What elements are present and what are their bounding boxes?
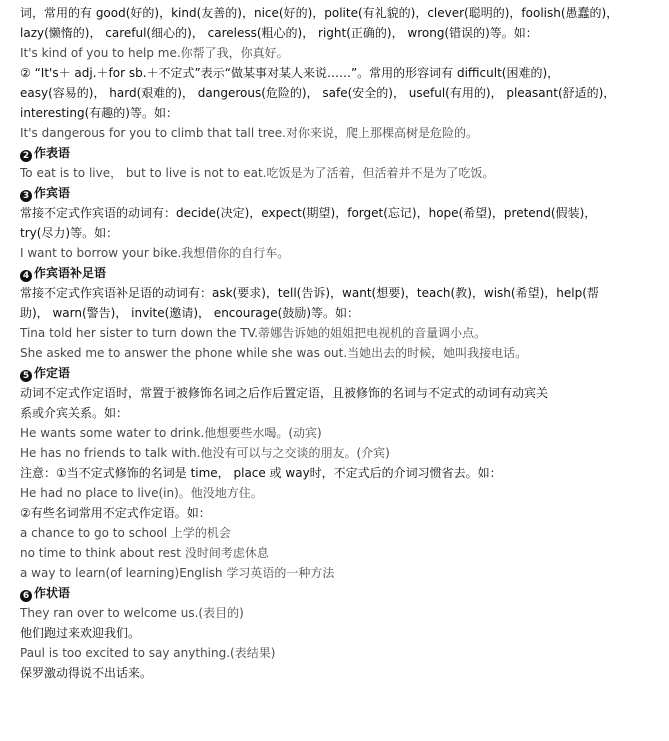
- line-text: She asked me to answer the phone while she was out.当她出去的时候，她叫我接电话。: [20, 346, 528, 360]
- example-sentence: [20, 123, 649, 143]
- example-sentence: [20, 543, 649, 563]
- line-text: He has no friends to talk with.他没有可以与之交谈的朋友。(介宾): [20, 446, 390, 460]
- text-line: [20, 283, 649, 303]
- text-line: [20, 303, 649, 323]
- example-sentence: [20, 643, 649, 663]
- line-text: 注意：①当不定式修饰的名词是 time， place 或 way时，不定式后的介词习惯省去。如：: [20, 466, 502, 480]
- line-text: ②有些名词常用不定式作定语。如：: [20, 506, 211, 520]
- example-sentence: [20, 43, 649, 63]
- line-text: 作表语: [34, 146, 71, 160]
- example-sentence: [20, 423, 649, 443]
- example-sentence: [20, 163, 649, 183]
- section-number-badge: 5: [20, 370, 32, 382]
- line-text: 作宾语: [34, 186, 71, 200]
- line-text: 动词不定式作定语时，常置于被修饰名词之后作后置定语，且被修饰的名词与不定式的动词有动宾关: [20, 386, 549, 400]
- text-line: [20, 383, 649, 403]
- line-text: try(尽力)等。如：: [20, 226, 119, 240]
- text-line: [20, 463, 649, 483]
- text-line: [20, 103, 649, 123]
- text-line: [20, 503, 649, 523]
- text-line: [20, 3, 649, 23]
- example-sentence: [20, 323, 649, 343]
- line-text: 保罗激动得说不出话来。: [20, 666, 153, 680]
- line-text: ② “It's＋ adj.＋for sb.＋不定式”表示“做某事对某人来说……”。常用的形容词有 difficult(困难的)，: [20, 66, 560, 80]
- line-text: lazy(懒惰的)， careful(细心的)， careless(粗心的)， right(正确的)， wrong(错误的)等。如：: [20, 26, 538, 40]
- example-sentence: [20, 563, 649, 583]
- line-text: It's dangerous for you to climb that tall tree.对你来说，爬上那棵高树是危险的。: [20, 126, 478, 140]
- line-text: 作定语: [34, 366, 71, 380]
- text-line: [20, 63, 649, 83]
- example-sentence: [20, 343, 649, 363]
- example-sentence: [20, 243, 649, 263]
- line-text: 常接不定式作宾语补足语的动词有：ask(要求)，tell(告诉)，want(想要)，teach(教)，wish(希望)，help(帮: [20, 286, 599, 300]
- line-text: 他们跑过来欢迎我们。: [20, 626, 141, 640]
- text-line: [20, 203, 649, 223]
- section-heading: [20, 583, 649, 603]
- section-number-badge: 3: [20, 190, 32, 202]
- section-number-badge: 2: [20, 150, 32, 162]
- line-text: He wants some water to drink.他想要些水喝。(动宾): [20, 426, 322, 440]
- section-heading: [20, 363, 649, 383]
- line-text: To eat is to live， but to live is not to eat.吃饭是为了活着，但活着并不是为了吃饭。: [20, 166, 495, 180]
- section-number-badge: 4: [20, 270, 32, 282]
- line-text: interesting(有趣的)等。如：: [20, 106, 178, 120]
- line-text: a way to learn(of learning)English 学习英语的一种方法: [20, 566, 335, 580]
- line-text: It's kind of you to help me.你帮了我，你真好。: [20, 46, 289, 60]
- section-heading: [20, 263, 649, 283]
- line-text: no time to think about rest 没时间考虑休息: [20, 546, 269, 560]
- text-line: [20, 223, 649, 243]
- section-heading: [20, 183, 649, 203]
- line-text: 作状语: [34, 586, 71, 600]
- line-text: 作宾语补足语: [34, 266, 107, 280]
- section-number-badge: 6: [20, 590, 32, 602]
- line-text: I want to borrow your bike.我想借你的自行车。: [20, 246, 290, 260]
- line-text: 常接不定式作宾语的动词有：decide(决定)，expect(期望)，forget(忘记)，hope(希望)，pretend(假装)，: [20, 206, 597, 220]
- example-sentence: [20, 603, 649, 623]
- text-line: [20, 403, 649, 423]
- example-sentence: [20, 483, 649, 503]
- line-text: easy(容易的)， hard(艰难的)， dangerous(危险的)， safe(安全的)， useful(有用的)， pleasant(舒适的)，: [20, 86, 616, 100]
- line-text: 系或介宾关系。如：: [20, 406, 129, 420]
- line-text: They ran over to welcome us.(表目的): [20, 606, 244, 620]
- section-heading: [20, 143, 649, 163]
- line-text: 词，常用的有 good(好的)，kind(友善的)，nice(好的)，polite(有礼貌的)，clever(聪明的)，foolish(愚蠢的)，: [20, 6, 619, 20]
- line-text: He had no place to live(in)。他没地方住。: [20, 486, 263, 500]
- text-line: [20, 623, 649, 643]
- text-line: [20, 83, 649, 103]
- text-line: [20, 23, 649, 43]
- line-text: Tina told her sister to turn down the TV.蒂娜告诉她的姐姐把电视机的音量调小点。: [20, 326, 487, 340]
- line-text: 助)， warn(警告)， invite(邀请)， encourage(鼓励)等。如：: [20, 306, 359, 320]
- text-line: [20, 663, 649, 683]
- example-sentence: [20, 443, 649, 463]
- line-text: Paul is too excited to say anything.(表结果): [20, 646, 276, 660]
- example-sentence: [20, 523, 649, 543]
- line-text: a chance to go to school 上学的机会: [20, 526, 231, 540]
